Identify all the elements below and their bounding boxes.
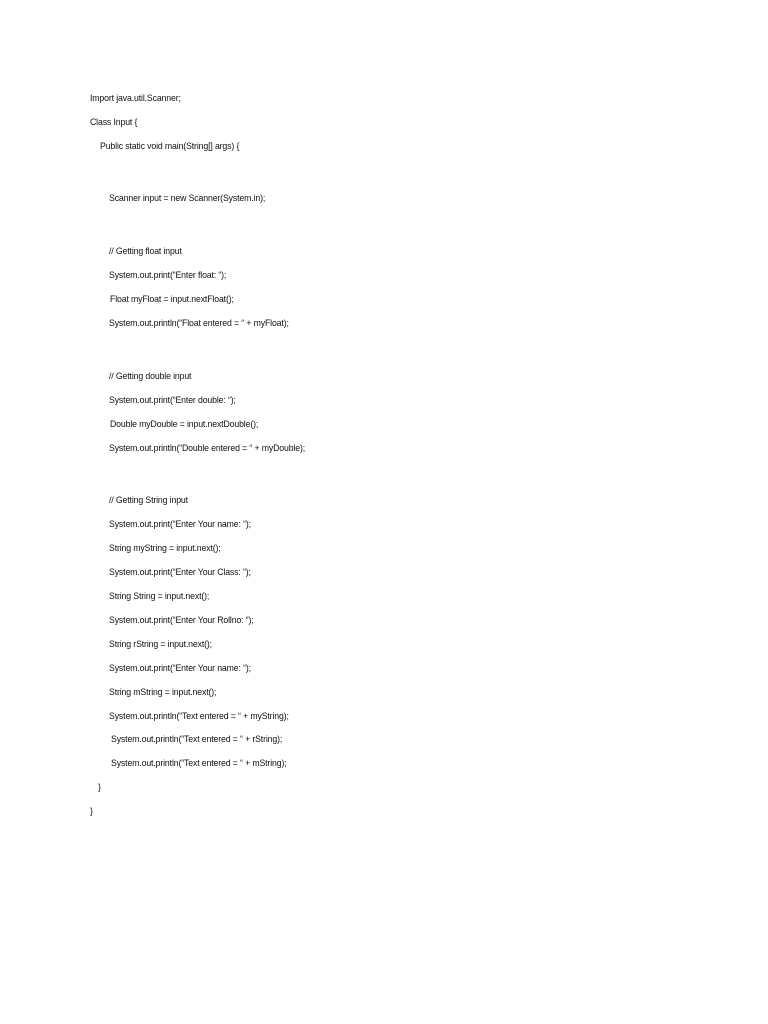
- code-line: System.out.println(“Double entered = “ + myDouble);: [109, 443, 306, 454]
- code-line: String myString = input.next();: [109, 543, 221, 554]
- code-line: System.out.println(“Float entered = “ + myFloat);: [109, 318, 289, 329]
- code-line: System.out.print(“Enter Your name: “);: [109, 663, 251, 674]
- code-line: System.out.print(“Enter float: “);: [109, 270, 227, 281]
- import-statement: Import java.util.Scanner;: [90, 93, 181, 104]
- code-line: Float myFloat = input.nextFloat();: [110, 294, 234, 305]
- comment-double: // Getting double input: [109, 371, 192, 382]
- class-declaration: Class Input {: [90, 117, 138, 128]
- code-line: System.out.print(“Enter Your Rollno: “);: [109, 615, 254, 626]
- main-method-declaration: Public static void main(String[] args) {: [100, 141, 240, 152]
- code-line: System.out.println(“Text entered = “ + mString);: [111, 758, 287, 769]
- method-closing-brace: }: [98, 782, 101, 793]
- class-closing-brace: }: [90, 806, 93, 817]
- code-line: System.out.print(“Enter double: “);: [109, 395, 236, 406]
- code-line: System.out.println(“Text entered = “ + rString);: [111, 734, 283, 745]
- comment-float: // Getting float input: [109, 246, 182, 257]
- code-line: System.out.print(“Enter Your name: “);: [109, 519, 251, 530]
- code-line: System.out.println(“Text entered = “ + myString);: [109, 711, 289, 722]
- comment-string: // Getting String input: [109, 495, 188, 506]
- scanner-declaration: Scanner input = new Scanner(System.in);: [109, 193, 266, 204]
- code-line: String String = input.next();: [109, 591, 210, 602]
- code-line: String mString = input.next();: [109, 687, 217, 698]
- code-line: String rString = input.next();: [109, 639, 212, 650]
- code-line: Double myDouble = input.nextDouble();: [110, 419, 259, 430]
- code-line: System.out.print(“Enter Your Class: “);: [109, 567, 251, 578]
